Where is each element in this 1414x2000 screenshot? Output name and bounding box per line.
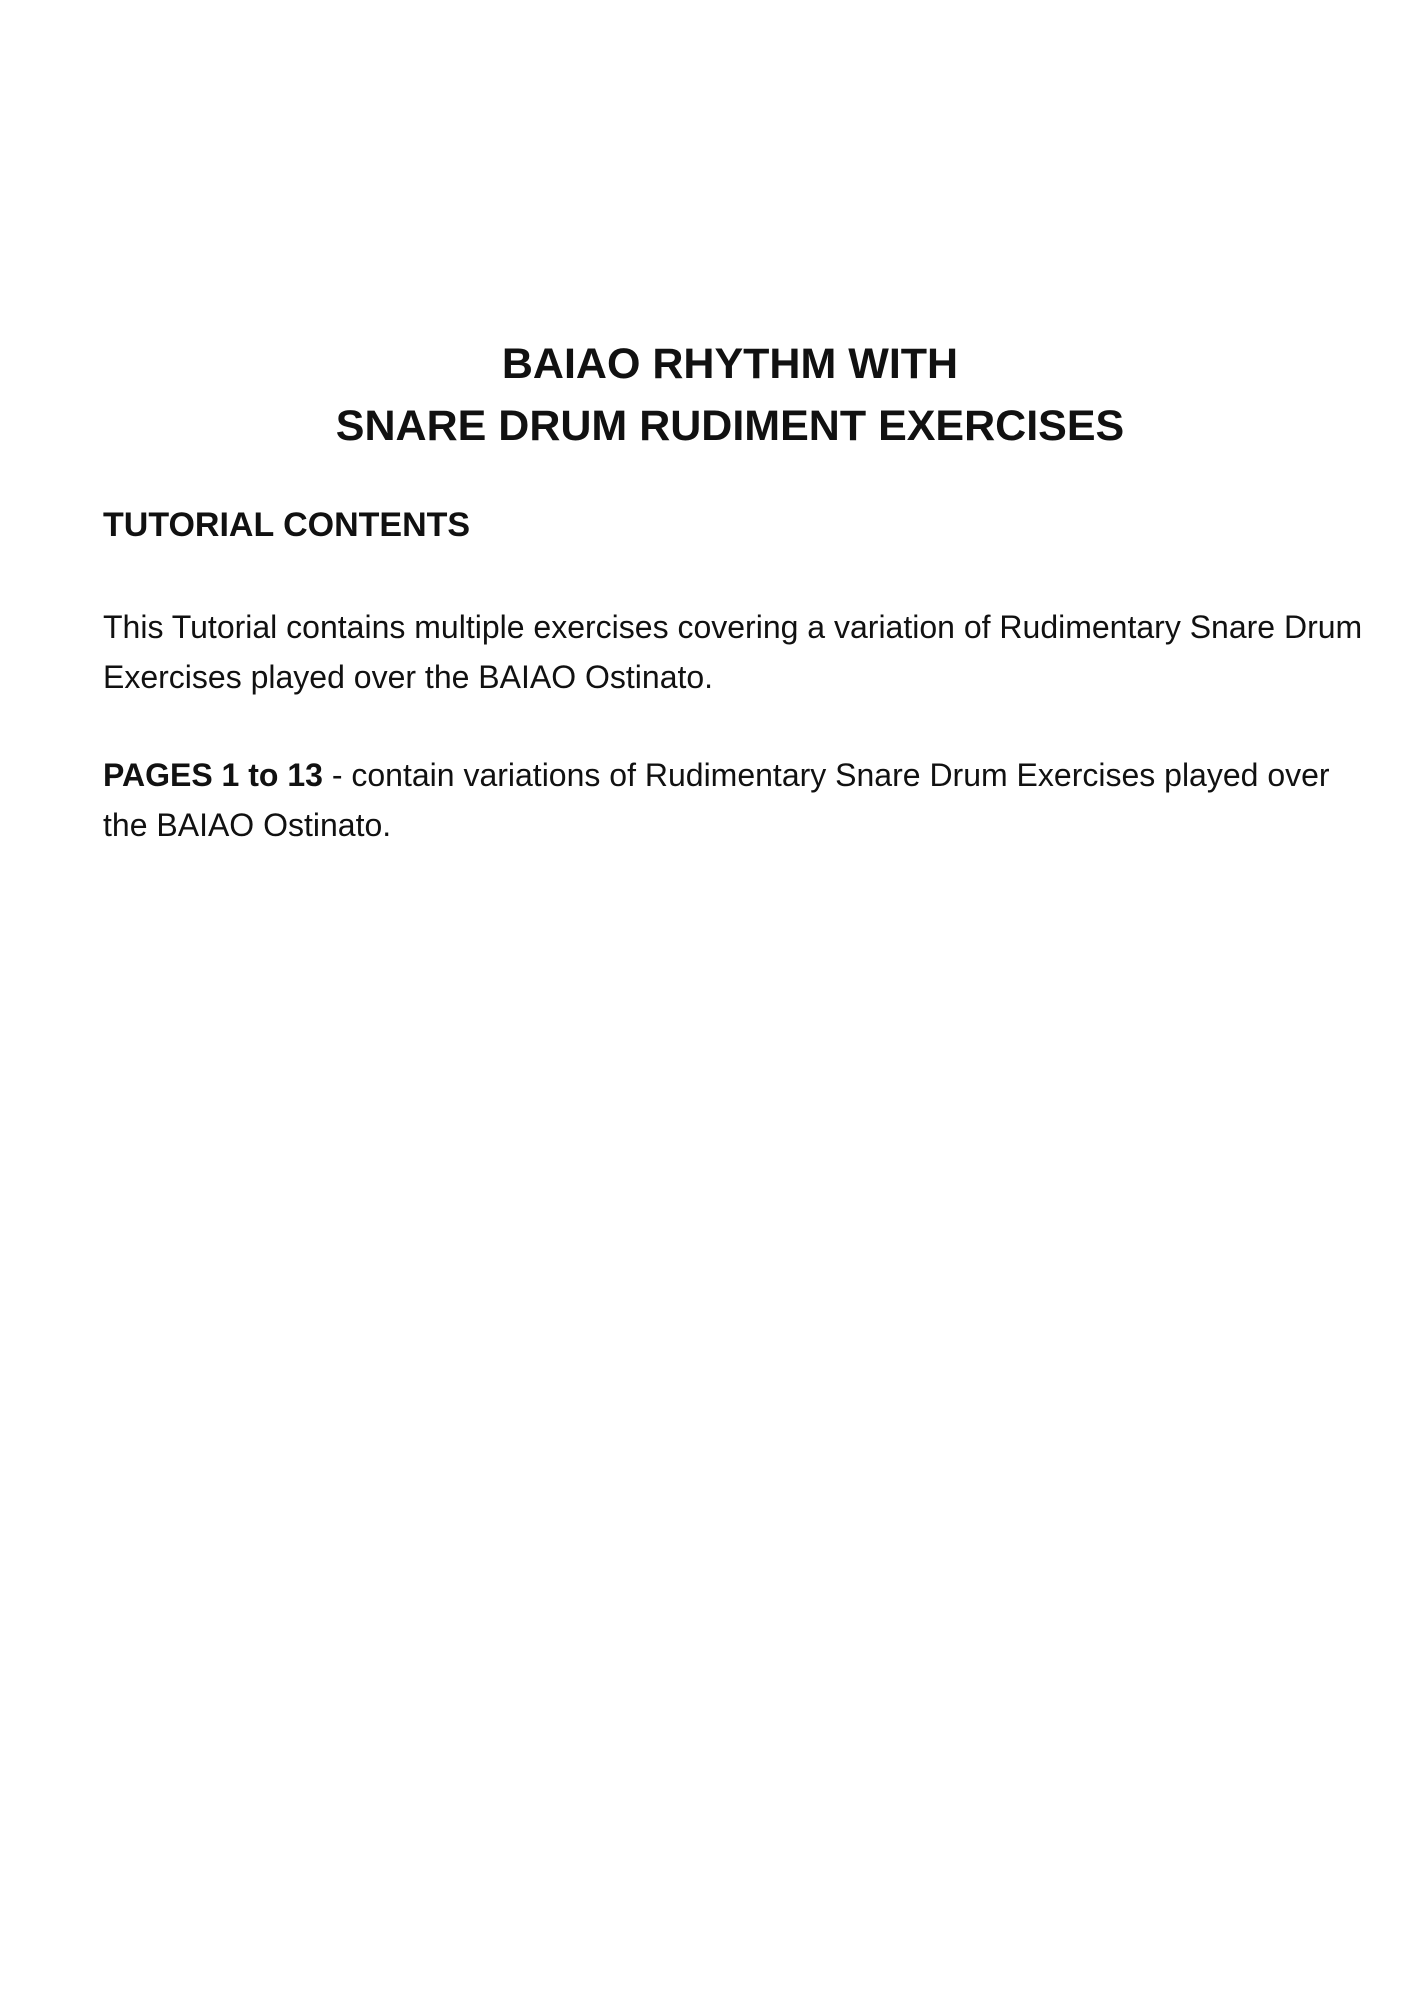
pages-description: - contain variations of Rudimentary Snare Drum Exercises played over the BAIAO Ostinato. (103, 757, 1330, 843)
pages-paragraph (103, 750, 1363, 850)
pages-range-label: PAGES 1 to 13 (103, 757, 323, 793)
document-title (0, 333, 1414, 457)
intro-paragraph: This Tutorial contains multiple exercises covering a variation of Rudimentary Snare Drum Exercises played over the BAIAO Ostinato. (103, 609, 1363, 695)
title-line-1: BAIAO RHYTHM WITH (501, 340, 959, 388)
title-line-2: SNARE DRUM RUDIMENT EXERCISES (335, 402, 1125, 450)
section-heading: TUTORIAL CONTENTS (103, 506, 471, 544)
